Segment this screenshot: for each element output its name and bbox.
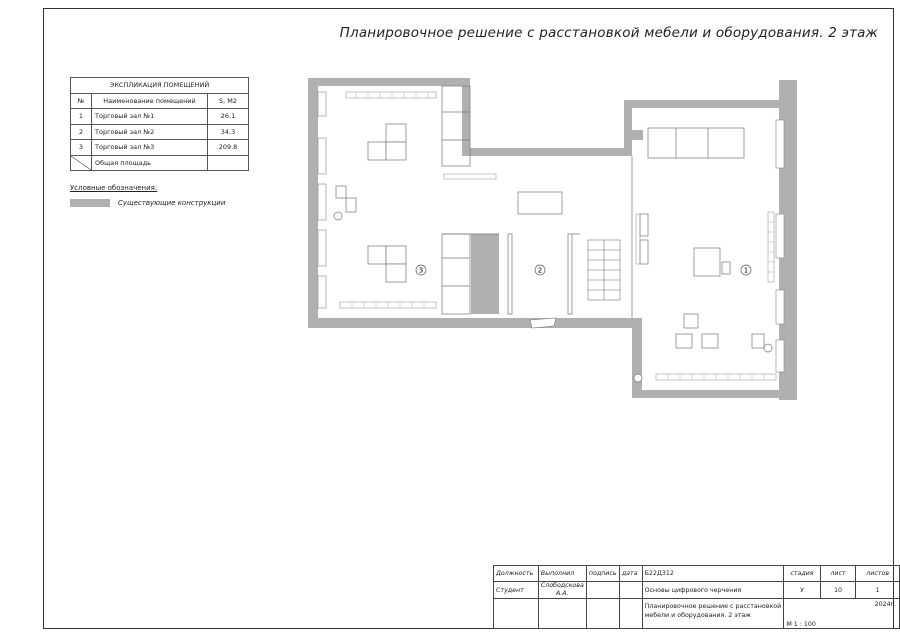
stamp-performer: Слободскова А.А. [538,582,586,599]
stamp-year: 2024г. [874,601,896,608]
title-block [493,565,900,629]
explication-col-name: Наименование помещений [92,93,208,109]
stamp-h-position: Должность [494,566,539,582]
stamp-stage: У [784,582,820,599]
drawing-title: Планировочное решение с расстановкой мебели и оборудования. 2 этаж [339,25,878,41]
stamp-scale: М 1 : 100 [786,621,816,628]
table-row: 2 Торговый зал №2 34.3 [71,124,249,140]
stamp-position: Студент [494,582,539,599]
staircase [588,240,620,300]
table-row: 3 Торговый зал №3 209.8 [71,140,249,156]
stamp-code: Б22Д312 [642,566,784,582]
stamp-h-performed: Выполнил [538,566,586,582]
explication-heading: ЭКСПЛИКАЦИЯ ПОМЕЩЕНИЙ [71,78,249,94]
stamp-h-sheets: листов [856,566,900,582]
stamp-course: Основы цифрового черчения [642,582,784,599]
legend-title: Условные обозначения: [70,184,158,192]
legend-label-existing: Существующие конструкции [118,199,226,207]
room-marker-label: 3 [418,266,424,275]
explication-col-num: № [71,93,92,109]
explication-col-area: S, M2 [208,93,249,109]
room-marker-label: 2 [537,266,543,275]
table-row: 1 Торговый зал №1 26.1 [71,109,249,125]
stamp-h-sheet: лист [820,566,856,582]
stamp-h-date: дата [619,566,642,582]
stamp-drawing-name: Планировочное решение с расстановкой мебели и оборудования. 2 этаж [642,599,784,629]
stamp-h-signature: подпись [586,566,619,582]
explication-total-label: Общая площадь [92,155,208,171]
stamp-sheet: 10 [820,582,856,599]
stamp-h-stage: стадия [784,566,820,582]
existing-walls [308,78,797,400]
room-marker-label: 1 [743,266,749,275]
stamp-sheets: 1 [856,582,900,599]
stamp-year-scale-cell [784,599,900,629]
furniture [334,124,772,382]
